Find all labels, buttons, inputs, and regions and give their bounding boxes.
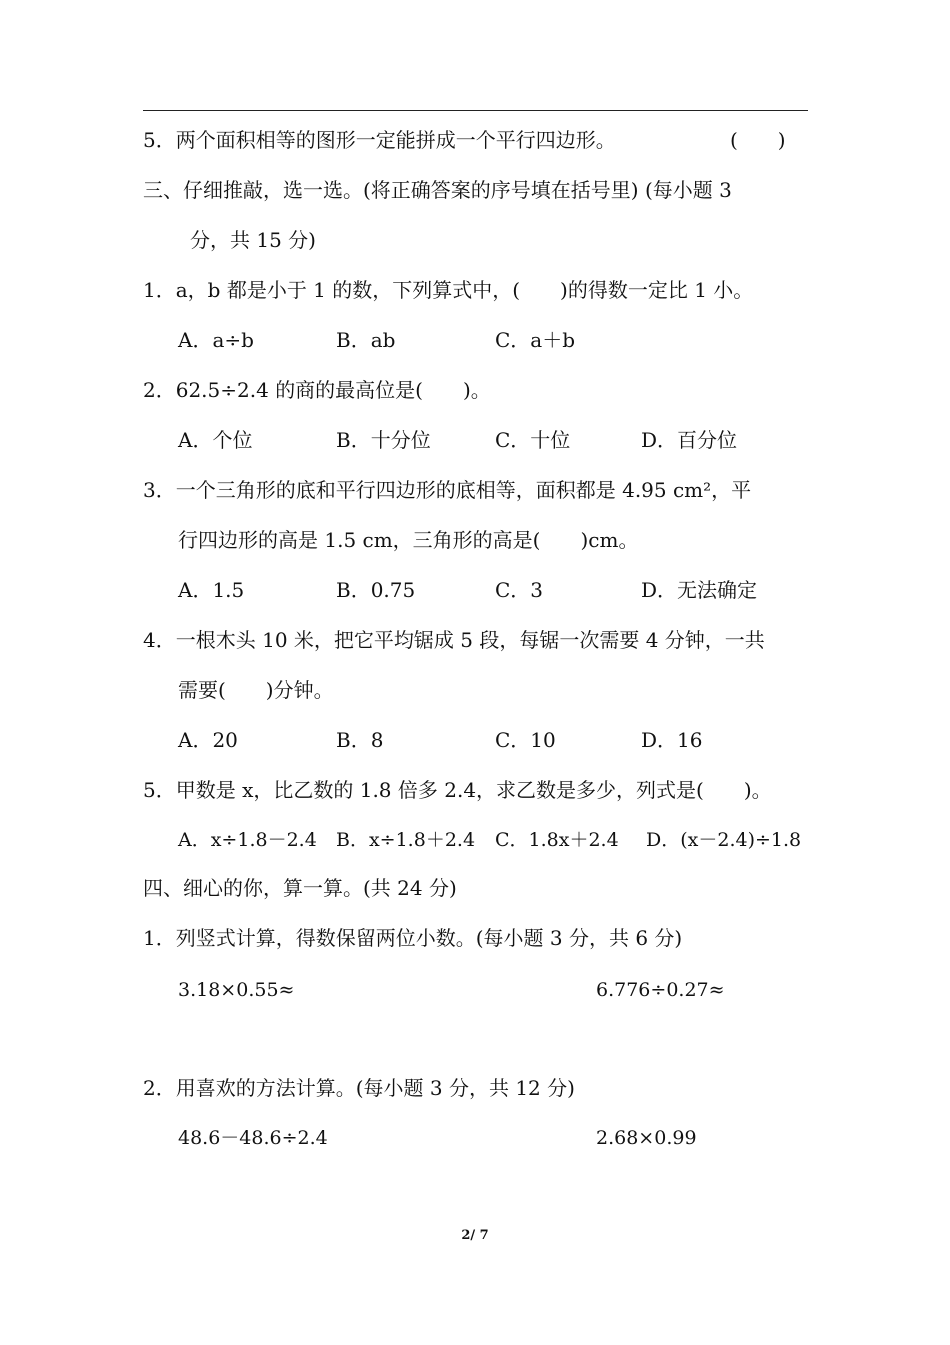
option-b: B．ab bbox=[336, 328, 396, 352]
option-d: D．(x－2.4)÷1.8 bbox=[646, 829, 802, 851]
option-d: D．无法确定 bbox=[641, 578, 758, 602]
answer-bracket: ( ) bbox=[730, 128, 786, 152]
option-c: C．十位 bbox=[495, 428, 571, 452]
option-d: D．百分位 bbox=[641, 428, 738, 452]
question-text: 两个面积相等的图形一定能拼成一个平行四边形。 bbox=[175, 128, 616, 152]
choice-question-5 bbox=[143, 775, 772, 805]
section-4-title: 四、细心的你，算一算。(共 24 分) bbox=[143, 876, 457, 900]
option-a: A．20 bbox=[178, 728, 238, 752]
calc-item: 6.776÷0.27≈ bbox=[596, 979, 725, 1001]
option-a: A．个位 bbox=[178, 428, 253, 452]
question-stem: 甲数是 x，比乙数的 1.8 倍多 2.4，求乙数是多少，列式是( )。 bbox=[175, 778, 772, 802]
option-c: C．3 bbox=[495, 578, 544, 602]
choice-question-4 bbox=[143, 625, 765, 655]
question-text: 列竖式计算，得数保留两位小数。(每小题 3 分，共 6 分) bbox=[175, 926, 683, 950]
question-stem: a，b 都是小于 1 的数，下列算式中，( )的得数一定比 1 小。 bbox=[175, 278, 754, 302]
option-c: C．1.8x＋2.4 bbox=[495, 829, 619, 851]
section-3-title-cont: 分，共 15 分) bbox=[190, 228, 316, 252]
option-a: A．a÷b bbox=[178, 328, 254, 352]
question-stem: 一根木头 10 米，把它平均锯成 5 段，每锯一次需要 4 分钟，一共 bbox=[175, 628, 765, 652]
option-b: B．x÷1.8＋2.4 bbox=[336, 829, 476, 851]
question-text: 用喜欢的方法计算。(每小题 3 分，共 12 分) bbox=[175, 1076, 575, 1100]
choice-question-3 bbox=[143, 475, 751, 505]
calc-item: 3.18×0.55≈ bbox=[178, 979, 295, 1001]
question-number: 3． bbox=[143, 478, 176, 502]
option-b: B．8 bbox=[336, 728, 384, 752]
option-b: B．0.75 bbox=[336, 578, 416, 602]
question-number: 2． bbox=[143, 1076, 176, 1100]
calc-item: 2.68×0.99 bbox=[596, 1127, 697, 1149]
question-number: 2． bbox=[143, 378, 176, 402]
page-number: 2/ 7 bbox=[461, 1228, 489, 1243]
question-stem: 62.5÷2.4 的商的最高位是( )。 bbox=[175, 378, 491, 402]
question-number: 1． bbox=[143, 926, 176, 950]
calc-item: 48.6－48.6÷2.4 bbox=[178, 1127, 328, 1149]
question-stem-cont: 行四边形的高是 1.5 cm，三角形的高是( )cm。 bbox=[178, 528, 639, 552]
choice-question-1 bbox=[143, 275, 753, 305]
calc-part-2 bbox=[143, 1073, 575, 1103]
question-stem: 一个三角形的底和平行四边形的底相等，面积都是 4.95 cm²，平 bbox=[175, 478, 752, 502]
question-number: 5． bbox=[143, 128, 176, 152]
question-stem-cont: 需要( )分钟。 bbox=[178, 678, 334, 702]
header-rule bbox=[143, 110, 808, 111]
option-c: C．10 bbox=[495, 728, 556, 752]
question-number: 4． bbox=[143, 628, 176, 652]
option-b: B．十分位 bbox=[336, 428, 431, 452]
question-number: 5． bbox=[143, 778, 176, 802]
option-c: C．a＋b bbox=[495, 328, 576, 352]
calc-part-1 bbox=[143, 923, 682, 953]
option-a: A．1.5 bbox=[178, 578, 245, 602]
option-a: A．x÷1.8－2.4 bbox=[178, 829, 317, 851]
judge-question-5 bbox=[143, 125, 616, 155]
section-3-title: 三、仔细推敲，选一选。(将正确答案的序号填在括号里) (每小题 3 bbox=[143, 178, 732, 202]
option-d: D．16 bbox=[641, 728, 703, 752]
question-number: 1． bbox=[143, 278, 176, 302]
choice-question-2 bbox=[143, 375, 491, 405]
